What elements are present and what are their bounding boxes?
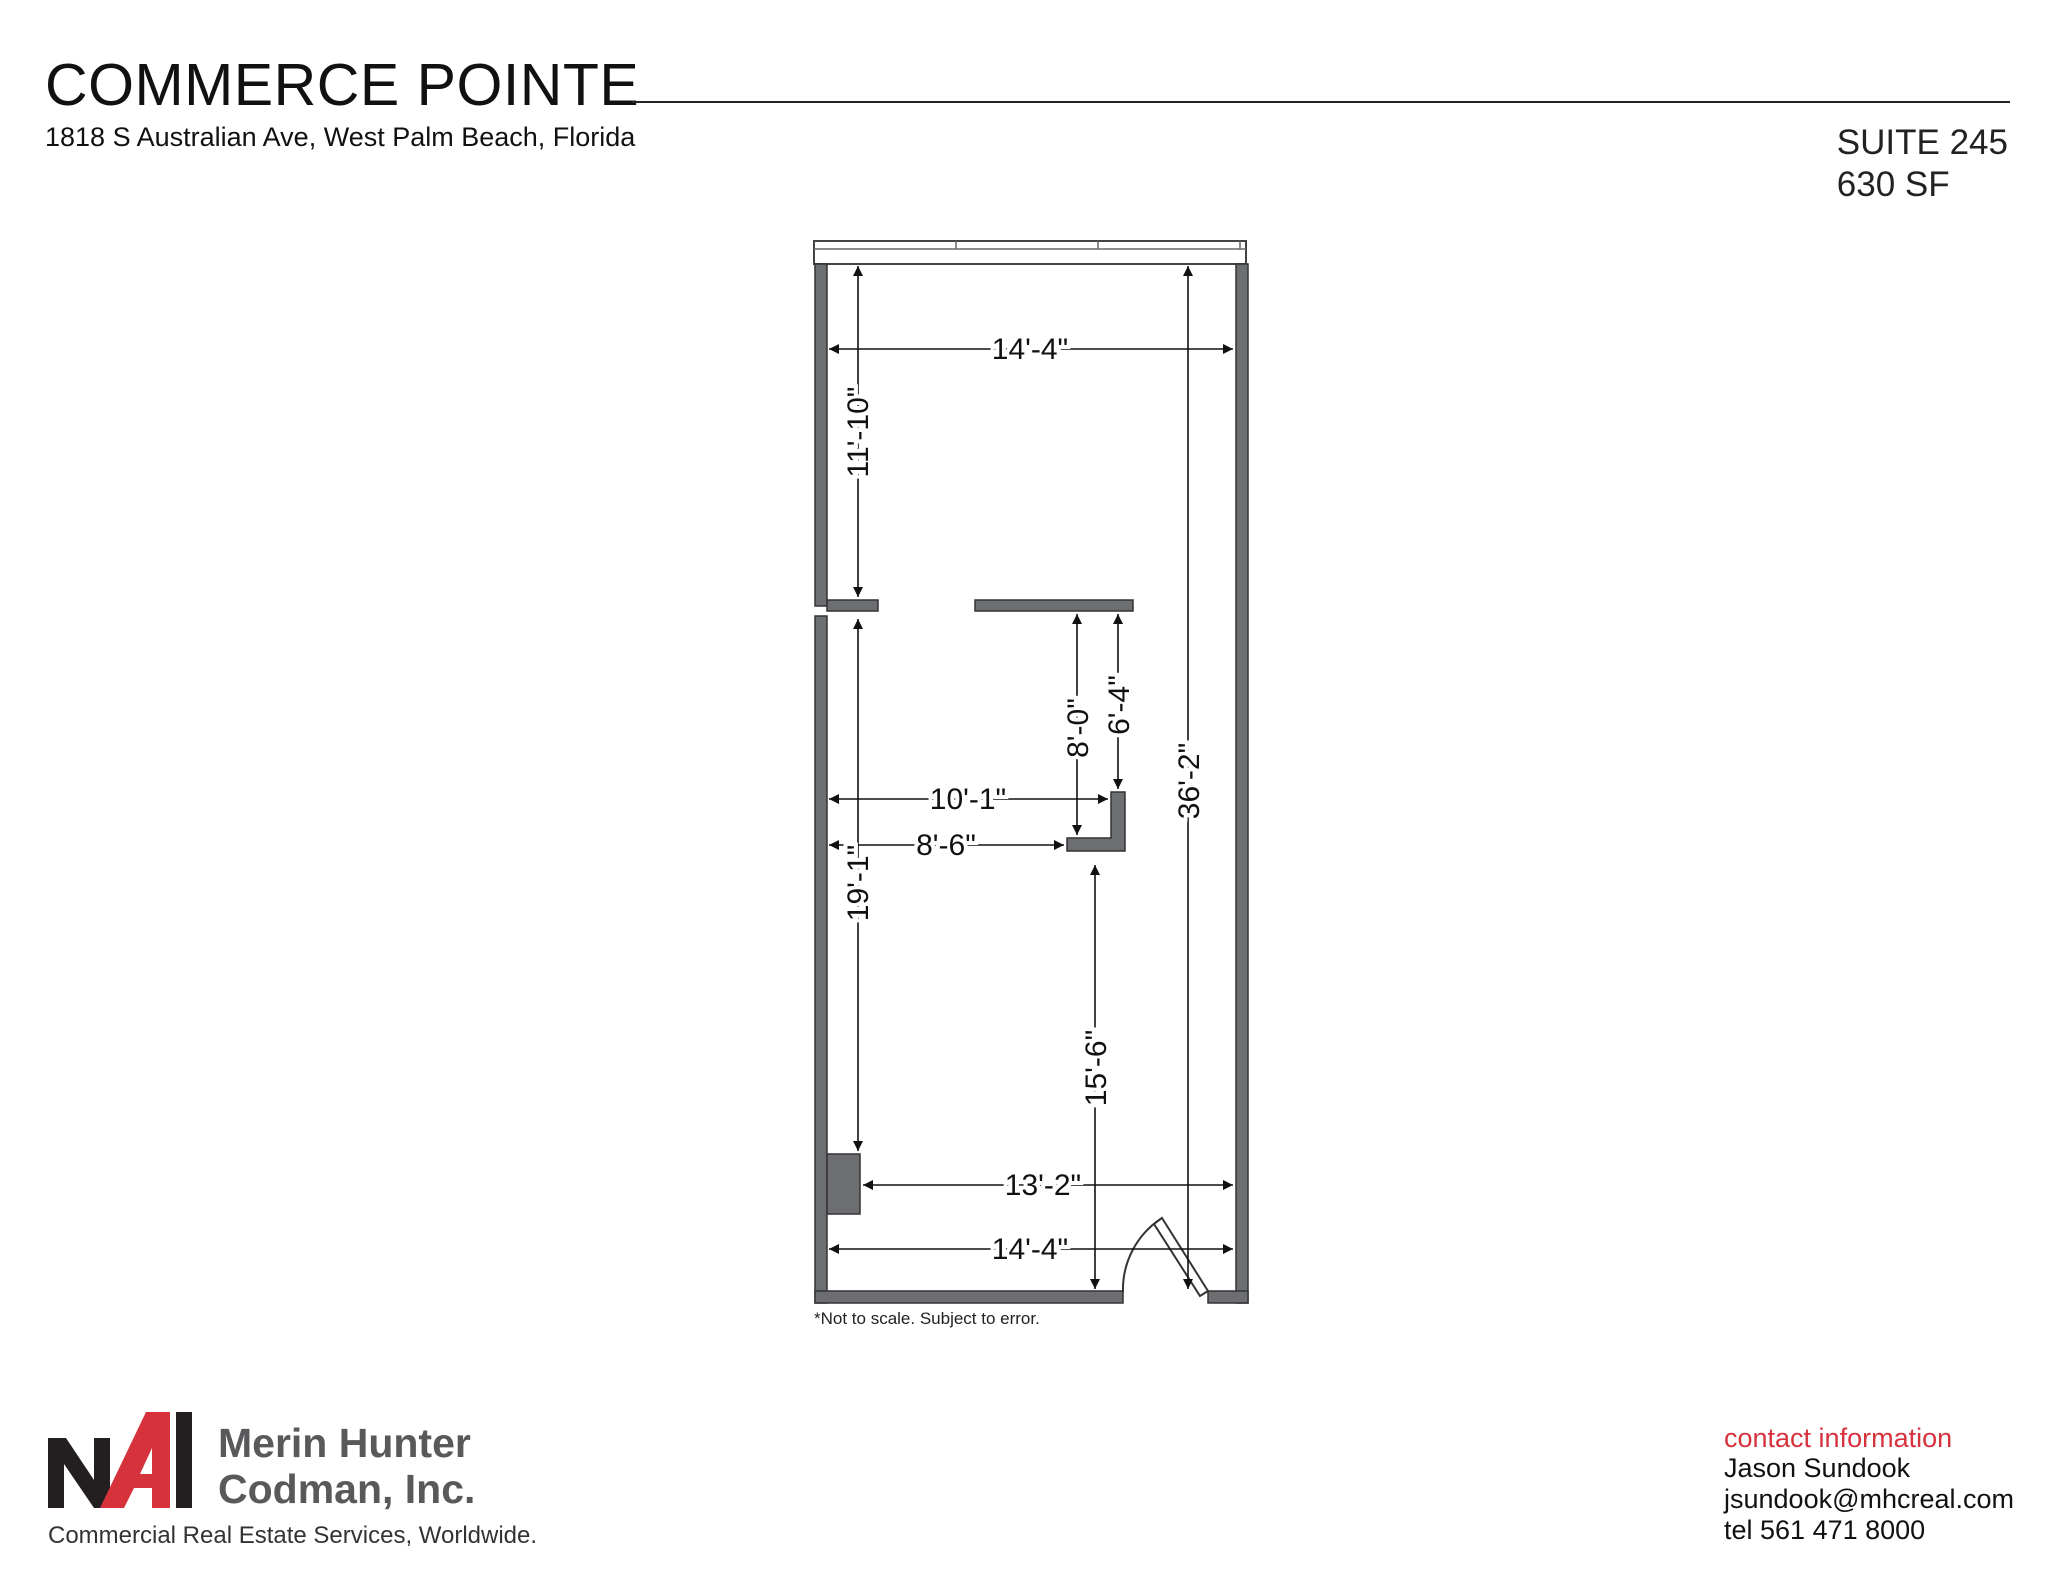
property-address: 1818 S Australian Ave, West Palm Beach, Florida	[45, 122, 636, 152]
dim-partition-drop-a: 8'-0"	[1062, 698, 1095, 758]
dim-to-partition-a: 10'-1"	[929, 783, 1007, 816]
dim-bottom-inner-width: 13'-2"	[1004, 1169, 1082, 1202]
left-wall-lower	[815, 616, 827, 1303]
company-name-line1: Merin Hunter	[218, 1420, 471, 1466]
dim-total-height: 36'-2"	[1173, 742, 1206, 820]
company-tagline: Commercial Real Estate Services, Worldwide.	[48, 1522, 538, 1549]
right-wall	[1236, 264, 1248, 1303]
page-title: COMMERCE POINTE	[45, 52, 640, 118]
column	[827, 1154, 860, 1214]
window-frame	[814, 241, 1246, 264]
suite-area: 630 SF	[1836, 165, 1950, 204]
suite-number: SUITE 245	[1836, 123, 2008, 162]
left-stub-wall	[827, 600, 878, 611]
upper-partition	[975, 600, 1133, 611]
dim-upper-height: 11'-10"	[842, 386, 875, 478]
left-wall-upper	[815, 264, 827, 606]
dim-to-partition-b: 8'-6"	[916, 829, 976, 862]
bottom-wall-right	[1208, 1291, 1248, 1303]
nai-logo-icon	[48, 1408, 208, 1508]
scale-note: *Not to scale. Subject to error.	[814, 1309, 1040, 1328]
dim-lower-partition-height: 15'-6"	[1080, 1029, 1113, 1107]
contact-phone: tel 561 471 8000	[1724, 1515, 1926, 1545]
entry-door	[1123, 1218, 1208, 1296]
contact-label: contact information	[1724, 1423, 1953, 1453]
l-partition	[1067, 792, 1125, 851]
dim-lower-height: 19'-1"	[842, 844, 875, 922]
dim-partition-drop-b: 6'-4"	[1103, 675, 1136, 735]
dim-top-width: 14'-4"	[991, 333, 1069, 366]
contact-email-link[interactable]: jsundook@mhcreal.com	[1724, 1484, 2015, 1514]
company-name-line2: Codman, Inc.	[218, 1466, 476, 1512]
contact-name: Jason Sundook	[1724, 1453, 1911, 1483]
bottom-wall-left	[815, 1291, 1123, 1303]
dim-bottom-width: 14'-4"	[991, 1233, 1069, 1266]
